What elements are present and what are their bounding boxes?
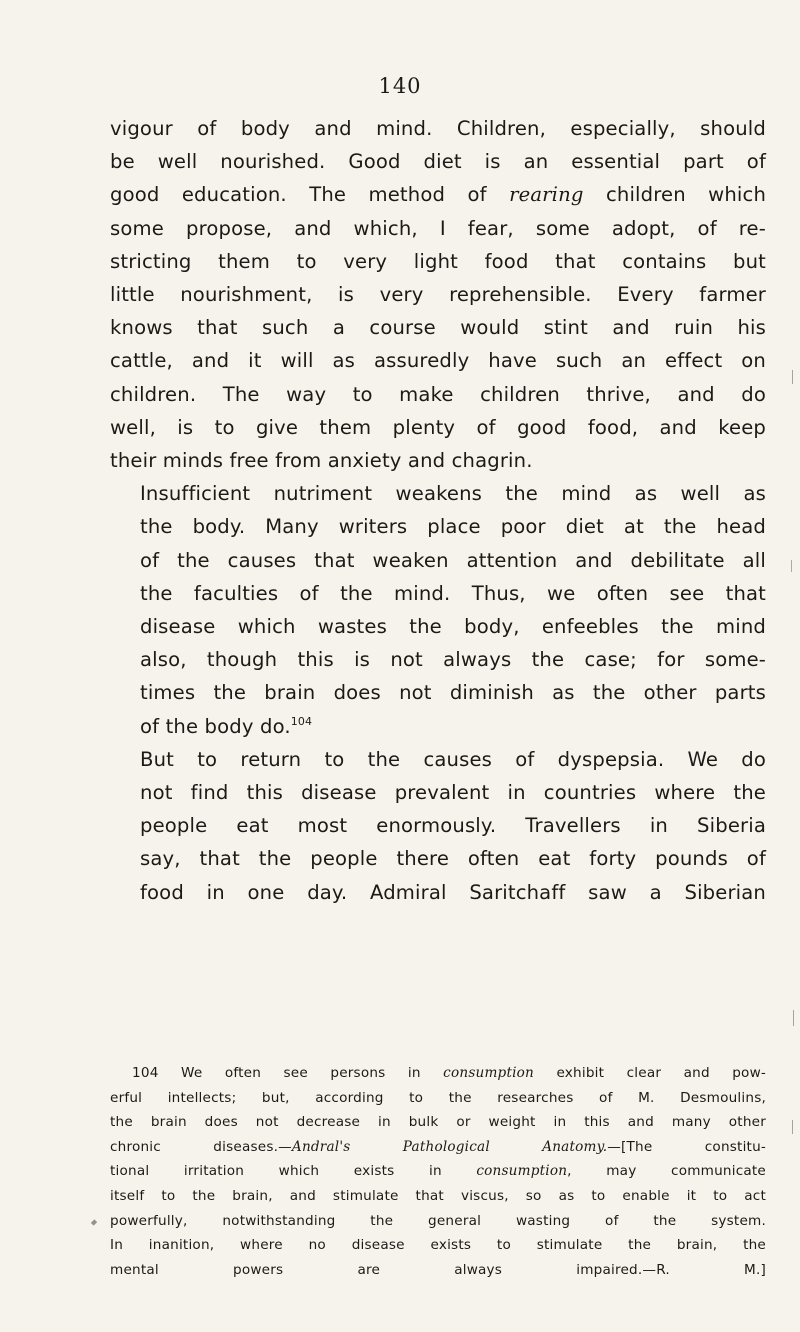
text-line (110, 178, 766, 211)
text-line: be well nourished. Good diet is an essential part of (110, 150, 766, 174)
italic-word: consumption (443, 1065, 534, 1081)
text-line: children. The way to make children thrive, and do (110, 382, 766, 406)
text-line: of the causes that weaken attention and debilitate all (140, 548, 766, 572)
text-run: chronic diseases.— (110, 1138, 292, 1155)
text-line: some propose, and which, I fear, some adopt, of re- (110, 216, 766, 240)
text-line: knows that such a course would stint and ruin his (110, 316, 766, 340)
scan-speck (793, 1010, 794, 1026)
text-line: their minds free from anxiety and chagrin. (110, 449, 533, 473)
footnote-line (110, 1061, 766, 1086)
text-run: , may communicate (567, 1163, 766, 1180)
text-run: children which (583, 183, 767, 207)
text-line: not find this disease prevalent in countries where the (140, 781, 766, 805)
scan-speck (792, 1120, 793, 1134)
footnote-number: 104 (132, 1065, 159, 1081)
italic-word: rearing (509, 183, 584, 207)
text-line: well, is to give them plenty of good food, and keep (110, 415, 766, 439)
text-line: say, that the people there often eat forty pounds of (140, 847, 766, 871)
text-run: tional irritation which exists in (110, 1163, 477, 1180)
footnote-line: itself to the brain, and stimulate that viscus, so as to enable it to act (110, 1187, 766, 1204)
text-line: little nourishment, is very reprehensible. Every farmer (110, 283, 766, 307)
text-run: exhibit clear and pow- (534, 1065, 767, 1081)
text-line: stricting them to very light food that contains but (110, 249, 766, 273)
footnote-line: mental powers are always impaired.—R. M.] (110, 1261, 766, 1278)
scan-speck (91, 1219, 97, 1225)
text-line: vigour of body and mind. Children, especially, should (110, 117, 766, 140)
paragraph-2 (110, 477, 766, 743)
page-number: 140 (378, 74, 422, 98)
footnote-line: the brain does not decrease in bulk or weight in this and many other (110, 1114, 766, 1131)
text-line: Insufficient nutriment weakens the mind as well as (140, 482, 766, 506)
text-line: But to return to the causes of dyspepsia. We do (140, 747, 766, 771)
text-line: people eat most enormously. Travellers in Siberia (140, 814, 766, 838)
body-text (110, 112, 766, 909)
text-line: also, though this is not always the case; for some- (140, 648, 766, 672)
text-line: the faculties of the mind. Thus, we often see that (140, 581, 766, 605)
text-line: food in one day. Admiral Saritchaff saw a Siberian (140, 880, 766, 904)
text-line (110, 710, 766, 743)
italic-citation: Andral's Pathological Anatomy. (291, 1138, 608, 1155)
footnote-line (110, 1159, 766, 1184)
text-line: the body. Many writers place poor diet at the head (140, 515, 766, 539)
footnote-line (110, 1135, 766, 1160)
scan-speck (791, 560, 792, 572)
paragraph-3 (110, 743, 766, 909)
text-run: good education. The method of (110, 183, 510, 207)
paragraph-1 (110, 112, 766, 477)
footnote (110, 1061, 766, 1282)
footnote-reference: 104 (290, 714, 313, 728)
footnote-line: erful intellects; but, according to the researches of M. Desmoulins, (110, 1089, 766, 1106)
text-run: —[The constitu- (607, 1138, 766, 1155)
text-run: of the body do. (140, 714, 291, 738)
text-run: We often see persons in (181, 1065, 444, 1081)
text-line: cattle, and it will as assuredly have such an effect on (110, 349, 766, 373)
italic-word: consumption (476, 1163, 568, 1180)
footnote-line: powerfully, notwithstanding the general wasting of the system. (110, 1212, 766, 1229)
text-line: disease which wastes the body, enfeebles the mind (140, 615, 766, 639)
footnote-line: In inanition, where no disease exists to stimulate the brain, the (110, 1237, 766, 1254)
text-line: times the brain does not diminish as the other parts (140, 681, 766, 705)
scan-speck (792, 370, 793, 384)
